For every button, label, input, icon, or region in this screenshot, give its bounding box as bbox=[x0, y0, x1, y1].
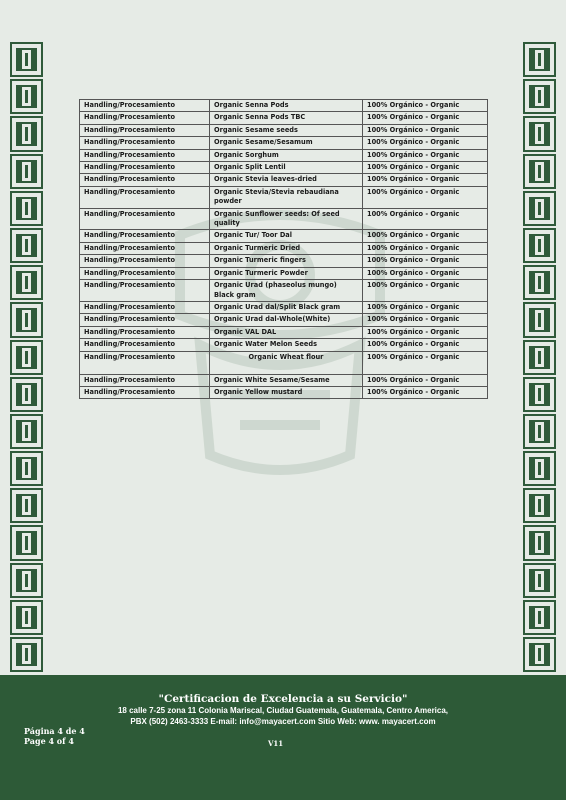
table-row bbox=[80, 174, 488, 186]
scope-cell: Handling/Procesamiento bbox=[80, 386, 210, 398]
table-row bbox=[80, 301, 488, 313]
product-cell: Organic Tur/ Toor Dal bbox=[210, 230, 363, 242]
page-number-en: Page 4 of 4 bbox=[24, 736, 74, 746]
border-tile-icon bbox=[523, 191, 556, 226]
table-row bbox=[80, 314, 488, 326]
status-cell: 100% Orgánico - Organic bbox=[363, 149, 488, 161]
border-tile-icon bbox=[10, 525, 43, 560]
product-cell: Organic Sesame seeds bbox=[210, 124, 363, 136]
page-number bbox=[24, 726, 85, 746]
status-cell: 100% Orgánico - Organic bbox=[363, 162, 488, 174]
product-cell: Organic Stevia/Stevia rebaudiana powder bbox=[210, 186, 363, 208]
status-cell: 100% Orgánico - Organic bbox=[363, 267, 488, 279]
status-cell: 100% Orgánico - Organic bbox=[363, 339, 488, 351]
border-tile-icon bbox=[523, 414, 556, 449]
border-tile-icon bbox=[523, 563, 556, 598]
border-tile-icon bbox=[523, 637, 556, 672]
table-row bbox=[80, 208, 488, 230]
scope-cell: Handling/Procesamiento bbox=[80, 351, 210, 374]
status-cell: 100% Orgánico - Organic bbox=[363, 124, 488, 136]
status-cell: 100% Orgánico - Organic bbox=[363, 230, 488, 242]
scope-cell: Handling/Procesamiento bbox=[80, 326, 210, 338]
table-row bbox=[80, 242, 488, 254]
border-tile-icon bbox=[10, 116, 43, 151]
border-tile-icon bbox=[10, 265, 43, 300]
scope-cell: Handling/Procesamiento bbox=[80, 208, 210, 230]
version-label: V11 bbox=[268, 739, 284, 748]
status-cell: 100% Orgánico - Organic bbox=[363, 280, 488, 302]
status-cell: 100% Orgánico - Organic bbox=[363, 351, 488, 374]
left-decorative-border bbox=[10, 42, 43, 674]
border-tile-icon bbox=[10, 451, 43, 486]
border-tile-icon bbox=[10, 600, 43, 635]
scope-cell: Handling/Procesamiento bbox=[80, 174, 210, 186]
scope-cell: Handling/Procesamiento bbox=[80, 267, 210, 279]
border-tile-icon bbox=[523, 488, 556, 523]
border-tile-icon bbox=[10, 228, 43, 263]
status-cell: 100% Orgánico - Organic bbox=[363, 186, 488, 208]
status-cell: 100% Orgánico - Organic bbox=[363, 374, 488, 386]
product-cell: Organic Senna Pods TBC bbox=[210, 112, 363, 124]
scope-cell: Handling/Procesamiento bbox=[80, 301, 210, 313]
border-tile-icon bbox=[523, 525, 556, 560]
border-tile-icon bbox=[523, 228, 556, 263]
border-tile-icon bbox=[523, 600, 556, 635]
products-table bbox=[79, 99, 488, 399]
border-tile-icon bbox=[10, 79, 43, 114]
table-row bbox=[80, 186, 488, 208]
border-tile-icon bbox=[523, 79, 556, 114]
product-cell: Organic Yellow mustard bbox=[210, 386, 363, 398]
product-cell: Organic Urad (phaseolus mungo) Black gram bbox=[210, 280, 363, 302]
product-cell: Organic Turmeric Powder bbox=[210, 267, 363, 279]
scope-cell: Handling/Procesamiento bbox=[80, 339, 210, 351]
scope-cell: Handling/Procesamiento bbox=[80, 186, 210, 208]
status-cell: 100% Orgánico - Organic bbox=[363, 314, 488, 326]
status-cell: 100% Orgánico - Organic bbox=[363, 301, 488, 313]
scope-cell: Handling/Procesamiento bbox=[80, 149, 210, 161]
status-cell: 100% Orgánico - Organic bbox=[363, 255, 488, 267]
product-cell: Organic Split Lentil bbox=[210, 162, 363, 174]
table-row bbox=[80, 326, 488, 338]
border-tile-icon bbox=[523, 302, 556, 337]
product-cell: Organic Sorghum bbox=[210, 149, 363, 161]
border-tile-icon bbox=[523, 377, 556, 412]
status-cell: 100% Orgánico - Organic bbox=[363, 326, 488, 338]
table-row bbox=[80, 124, 488, 136]
border-tile-icon bbox=[523, 116, 556, 151]
product-cell: Organic Urad dal-Whole(White) bbox=[210, 314, 363, 326]
border-tile-icon bbox=[523, 154, 556, 189]
table-row bbox=[80, 386, 488, 398]
product-cell: Organic Sesame/Sesamum bbox=[210, 137, 363, 149]
status-cell: 100% Orgánico - Organic bbox=[363, 174, 488, 186]
border-tile-icon bbox=[523, 451, 556, 486]
table-row bbox=[80, 100, 488, 112]
border-tile-icon bbox=[10, 563, 43, 598]
scope-cell: Handling/Procesamiento bbox=[80, 162, 210, 174]
table-row bbox=[80, 112, 488, 124]
status-cell: 100% Orgánico - Organic bbox=[363, 208, 488, 230]
scope-cell: Handling/Procesamiento bbox=[80, 100, 210, 112]
product-cell: Organic Senna Pods bbox=[210, 100, 363, 112]
scope-cell: Handling/Procesamiento bbox=[80, 112, 210, 124]
product-cell: Organic Urad dal/Split Black gram bbox=[210, 301, 363, 313]
table-row bbox=[80, 230, 488, 242]
border-tile-icon bbox=[10, 488, 43, 523]
border-tile-icon bbox=[10, 302, 43, 337]
table-row bbox=[80, 339, 488, 351]
product-cell: Organic Stevia leaves-dried bbox=[210, 174, 363, 186]
status-cell: 100% Orgánico - Organic bbox=[363, 242, 488, 254]
scope-cell: Handling/Procesamiento bbox=[80, 124, 210, 136]
scope-cell: Handling/Procesamiento bbox=[80, 242, 210, 254]
border-tile-icon bbox=[10, 154, 43, 189]
product-cell: Organic Water Melon Seeds bbox=[210, 339, 363, 351]
product-cell: Organic Wheat flour bbox=[210, 351, 363, 374]
border-tile-icon bbox=[10, 340, 43, 375]
border-tile-icon bbox=[523, 340, 556, 375]
product-cell: Organic VAL DAL bbox=[210, 326, 363, 338]
border-tile-icon bbox=[523, 42, 556, 77]
table-row bbox=[80, 162, 488, 174]
product-cell: Organic Turmeric fingers bbox=[210, 255, 363, 267]
border-tile-icon bbox=[10, 42, 43, 77]
scope-cell: Handling/Procesamiento bbox=[80, 137, 210, 149]
status-cell: 100% Orgánico - Organic bbox=[363, 137, 488, 149]
footer-contact: PBX (502) 2463-3333 E-mail: info@mayacert.com Sitio Web: www. mayacert.com bbox=[130, 717, 436, 726]
table-row bbox=[80, 351, 488, 374]
status-cell: 100% Orgánico - Organic bbox=[363, 112, 488, 124]
scope-cell: Handling/Procesamiento bbox=[80, 374, 210, 386]
product-cell: Organic Turmeric Dried bbox=[210, 242, 363, 254]
scope-cell: Handling/Procesamiento bbox=[80, 280, 210, 302]
footer bbox=[0, 675, 566, 800]
product-cell: Organic White Sesame/Sesame bbox=[210, 374, 363, 386]
status-cell: 100% Orgánico - Organic bbox=[363, 100, 488, 112]
footer-address: 18 calle 7-25 zona 11 Colonia Mariscal, Ciudad Guatemala, Guatemala, Centro America, bbox=[117, 706, 449, 715]
table-row bbox=[80, 267, 488, 279]
border-tile-icon bbox=[10, 377, 43, 412]
border-tile-icon bbox=[10, 191, 43, 226]
table-row bbox=[80, 374, 488, 386]
border-tile-icon bbox=[10, 637, 43, 672]
table-row bbox=[80, 149, 488, 161]
status-cell: 100% Orgánico - Organic bbox=[363, 386, 488, 398]
border-tile-icon bbox=[523, 265, 556, 300]
page-number-es: Página 4 de 4 bbox=[24, 726, 85, 736]
footer-slogan: "Certificacion de Excelencia a su Servicio" bbox=[158, 693, 408, 705]
products-table-body bbox=[80, 100, 488, 399]
table-row bbox=[80, 255, 488, 267]
scope-cell: Handling/Procesamiento bbox=[80, 230, 210, 242]
scope-cell: Handling/Procesamiento bbox=[80, 314, 210, 326]
product-cell: Organic Sunflower seeds: Of seed quality bbox=[210, 208, 363, 230]
table-row bbox=[80, 280, 488, 302]
right-decorative-border bbox=[523, 42, 556, 674]
table-row bbox=[80, 137, 488, 149]
border-tile-icon bbox=[10, 414, 43, 449]
scope-cell: Handling/Procesamiento bbox=[80, 255, 210, 267]
